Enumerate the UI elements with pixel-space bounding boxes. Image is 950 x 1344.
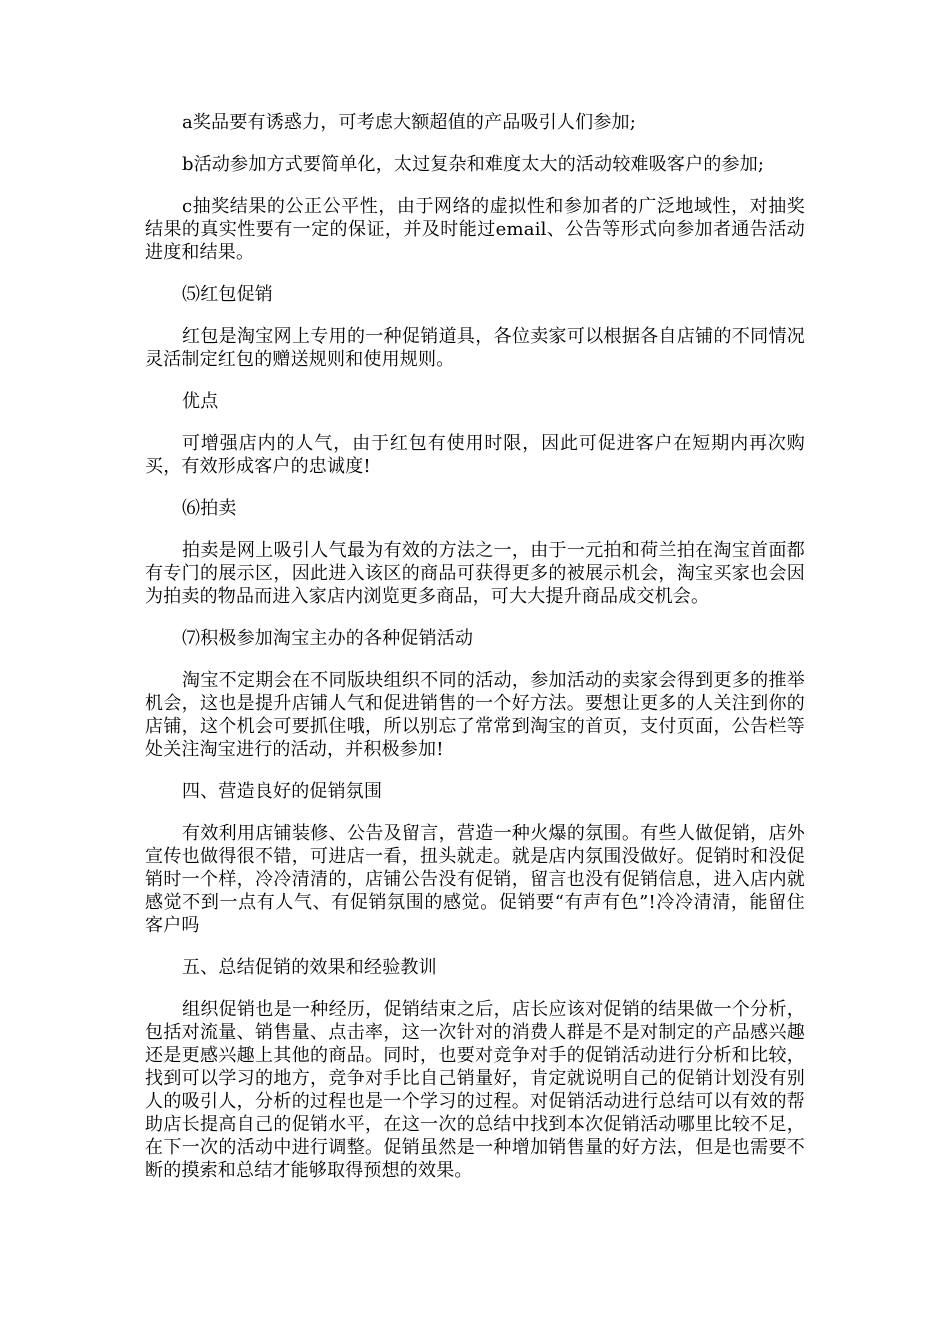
paragraph-taobao-events: 淘宝不定期会在不同版块组织不同的活动，参加活动的卖家会得到更多的推举机会，这也是提升店铺人气和促进销售的一个好方法。要想让更多的人关注到你的店铺，这个机会可要抓住哦，所以别忘了常常到淘宝的首页，支付页面，公告栏等处关注淘宝进行的活动，并积极参加! (145, 670, 805, 760)
paragraph-red-packet: 红包是淘宝网上专用的一种促销道具，各位卖家可以根据各自店铺的不同情况灵活制定红包的赠送规则和使用规则。 (145, 326, 805, 370)
list-item-fair-draw: c抽奖结果的公正公平性，由于网络的虚拟性和参加者的广泛地域性，对抽奖结果的真实性要有一定的保证，并及时能过email、公告等形式向参加者通告活动进度和结果。 (145, 196, 805, 263)
section-heading-summary: 五、总结促销的效果和经验教训 (182, 957, 437, 978)
paragraph-summary: 组织促销也是一种经历，促销结束之后，店长应该对促销的结果做一个分析，包括对流量、销售量、点击率，这一次针对的消费人群是不是对制定的产品感兴趣还是更感兴趣上其他的商品。同时，也要对竞争对手的促销活动进行分析和比较，找到可以学习的地方，竞争对手比自己销量好，肯定就说明自己的促销计划没有别人的吸引人，分析的过程也是一个学习的过程。对促销活动进行总结可以有效的帮助店长提高自己的促销水平，在这一次的总结中找到本次促销活动哪里比较不足，在下一次的活动中进行调整。促销虽然是一种增加销售量的好方法，但是也需要不断的摸索和总结才能够取得预想的效果。 (145, 999, 805, 1181)
paragraph-advantages: 可增强店内的人气，由于红包有使用时限，因此可促进客户在短期内再次购买，有效形成客户的忠诚度! (145, 433, 805, 477)
section-heading-red-packet: ⑸红包促销 (182, 284, 273, 305)
paragraph-auction: 拍卖是网上吸引人气最为有效的方法之一，由于一元拍和荷兰拍在淘宝首面都有专门的展示区，因此进入该区的商品可获得更多的被展示机会，淘宝买家也会因为拍卖的物品而进入家店内浏览更多商品，可大大提升商品成交机会。 (145, 540, 805, 607)
list-item-prize-appeal: a奖品要有诱惑力，可考虑大额超值的产品吸引人们参加; (182, 112, 636, 133)
section-heading-auction: ⑹拍卖 (182, 498, 237, 519)
list-item-simple-participation: b活动参加方式要简单化，太过复杂和难度太大的活动较难吸客户的参加; (182, 154, 765, 175)
paragraph-atmosphere: 有效利用店铺装修、公告及留言，营造一种火爆的氛围。有些人做促销，店外宣传也做得很不错，可进店一看，扭头就走。就是店内氛围没做好。促销时和没促销时一个样，冷冷清清的，店铺公告没有促销，留言也没有促销信息，进入店内就感觉不到一点有人气、有促销氛围的感觉。促销要“有声有色”!冷冷清清，能留住客户吗 (145, 823, 805, 936)
subheading-advantages: 优点 (182, 391, 219, 412)
document-body (145, 111, 805, 1201)
section-heading-atmosphere: 四、营造良好的促销氛围 (182, 781, 383, 802)
section-heading-taobao-events: ⑺积极参加淘宝主办的各种促销活动 (182, 628, 474, 649)
